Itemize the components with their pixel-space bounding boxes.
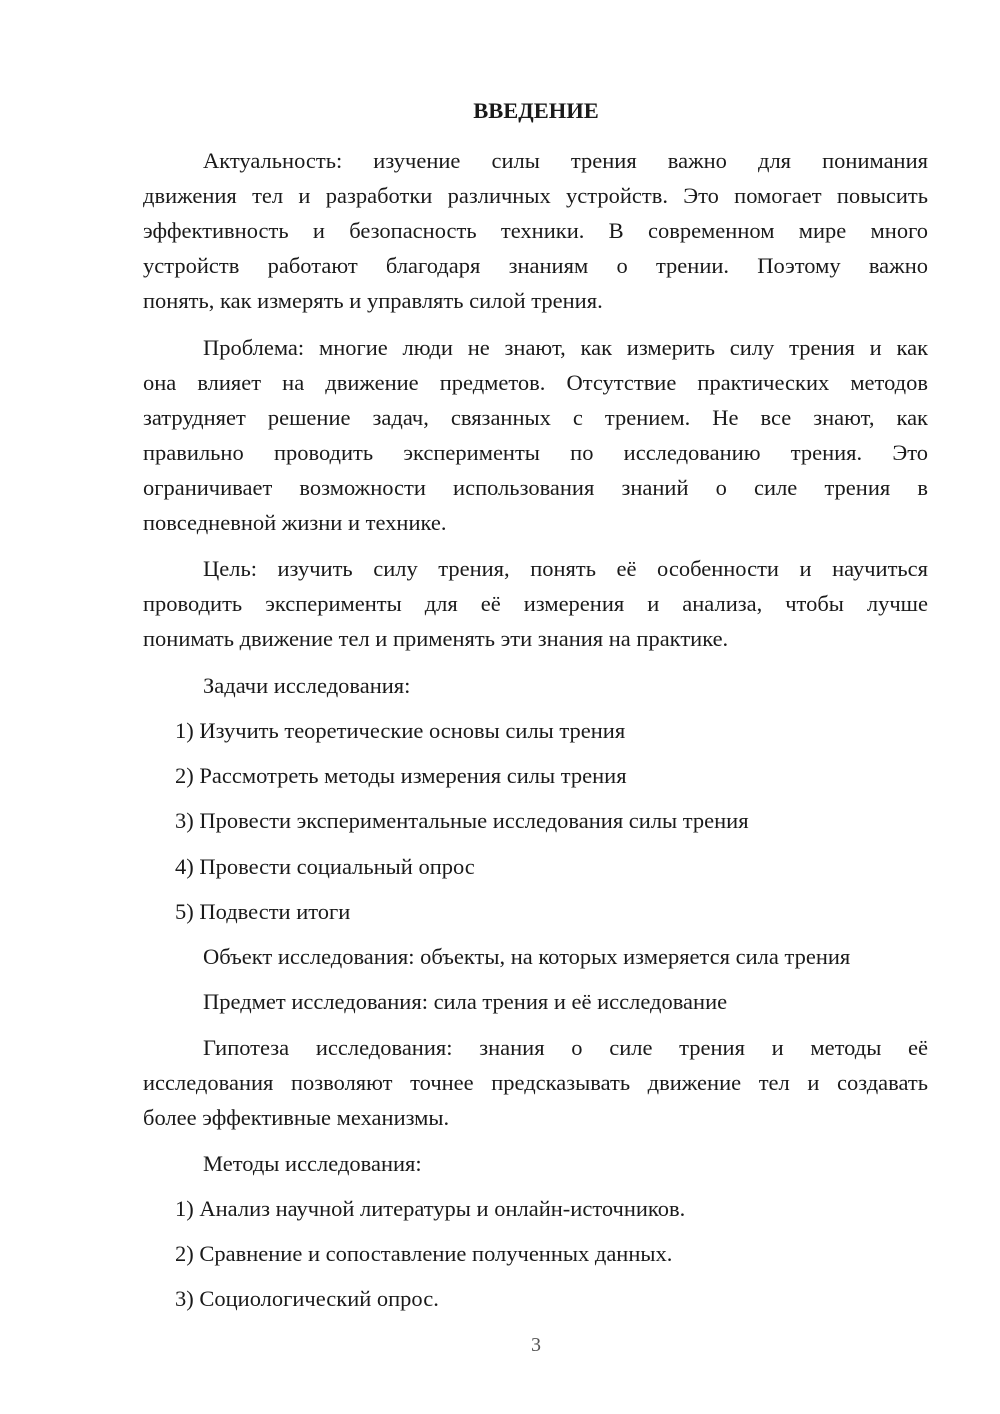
text-line: правильно проводить эксперименты по исследованию трения. Это bbox=[143, 440, 928, 465]
text-line: Предмет исследования: сила трения и её исследование bbox=[203, 989, 728, 1014]
text-line: Гипотеза исследования: знания о силе трения и методы её bbox=[203, 1035, 928, 1060]
hypothesis-paragraph bbox=[143, 1030, 928, 1135]
text-line: ограничивает возможности использования знаний о силе трения в bbox=[143, 475, 928, 500]
object-paragraph bbox=[143, 939, 928, 974]
text-line: Цель: изучить силу трения, понять её особенности и научиться bbox=[203, 556, 928, 581]
list-item: 1) Анализ научной литературы и онлайн-источников. bbox=[175, 1196, 686, 1221]
list-item: 2) Сравнение и сопоставление полученных данных. bbox=[175, 1241, 673, 1266]
text-line: проводить эксперименты для её измерения и анализа, чтобы лучше bbox=[143, 591, 928, 616]
tasks-list bbox=[143, 713, 928, 929]
text-line: понять, как измерять и управлять силой трения. bbox=[143, 288, 603, 313]
list-item: 3) Социологический опрос. bbox=[175, 1286, 439, 1311]
text-line: более эффективные механизмы. bbox=[143, 1105, 450, 1130]
text-line: исследования позволяют точнее предсказывать движение тел и создавать bbox=[143, 1070, 928, 1095]
list-item: 5) Подвести итоги bbox=[175, 899, 351, 924]
methods-list bbox=[143, 1191, 928, 1316]
page-number: 3 bbox=[531, 1334, 541, 1356]
tasks-heading bbox=[143, 668, 928, 703]
list-item: 3) Провести экспериментальные исследования силы трения bbox=[175, 808, 749, 833]
goal-paragraph bbox=[143, 551, 928, 656]
relevance-paragraph bbox=[143, 143, 928, 318]
text-line: она влияет на движение предметов. Отсутствие практических методов bbox=[143, 370, 928, 395]
text-line: понимать движение тел и применять эти знания на практике. bbox=[143, 626, 729, 651]
text-line: Методы исследования: bbox=[203, 1151, 422, 1176]
text-line: устройств работают благодаря знаниям о трении. Поэтому важно bbox=[143, 253, 928, 278]
text-line: эффективность и безопасность техники. В современном мире много bbox=[143, 218, 928, 243]
problem-paragraph bbox=[143, 330, 928, 540]
page-title: ВВЕДЕНИЕ bbox=[473, 98, 599, 123]
subject-paragraph bbox=[143, 984, 928, 1019]
text-line: Актуальность: изучение силы трения важно для понимания bbox=[203, 148, 928, 173]
text-line: повседневной жизни и технике. bbox=[143, 510, 447, 535]
text-line: затрудняет решение задач, связанных с трением. Не все знают, как bbox=[143, 405, 928, 430]
text-line: Объект исследования: объекты, на которых измеряется сила трения bbox=[203, 944, 851, 969]
list-item: 4) Провести социальный опрос bbox=[175, 854, 475, 879]
text-line: движения тел и разработки различных устройств. Это помогает повысить bbox=[143, 183, 928, 208]
text-line: Задачи исследования: bbox=[203, 673, 411, 698]
list-item: 2) Рассмотреть методы измерения силы трения bbox=[175, 763, 627, 788]
methods-heading bbox=[143, 1146, 928, 1181]
text-line: Проблема: многие люди не знают, как измерить силу трения и как bbox=[203, 335, 928, 360]
list-item: 1) Изучить теоретические основы силы трения bbox=[175, 718, 626, 743]
